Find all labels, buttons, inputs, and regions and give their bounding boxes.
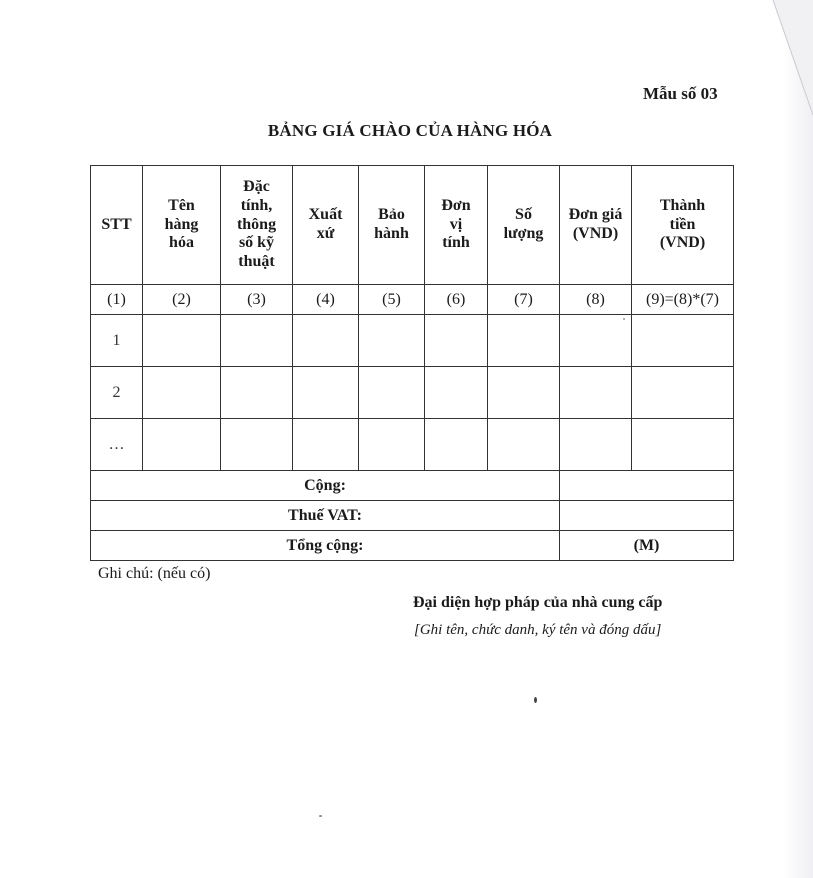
subtotal-value xyxy=(560,471,734,501)
empty-cell xyxy=(425,419,488,471)
empty-cell xyxy=(425,367,488,419)
empty-cell xyxy=(359,367,425,419)
table-row xyxy=(91,367,734,419)
empty-cell xyxy=(293,315,359,367)
ink-speck xyxy=(534,697,537,703)
empty-cell xyxy=(359,315,425,367)
empty-cell xyxy=(221,315,293,367)
row-number: 1 xyxy=(91,315,143,367)
column-number-cell: (5) xyxy=(359,285,425,315)
empty-cell xyxy=(632,419,734,471)
header-cell: Đặc tính, thông số kỹ thuật xyxy=(221,166,293,285)
ink-speck xyxy=(319,815,322,817)
empty-cell xyxy=(488,419,560,471)
header-cell: Bảo hành xyxy=(359,166,425,285)
empty-cell xyxy=(359,419,425,471)
header-cell: Thành tiền (VND) xyxy=(632,166,734,285)
form-number: Mẫu số 03 xyxy=(643,84,718,103)
column-number-cell: (6) xyxy=(425,285,488,315)
empty-cell xyxy=(560,419,632,471)
subtotal-row xyxy=(91,471,734,501)
empty-cell xyxy=(488,367,560,419)
note-text: Ghi chú: (nếu có) xyxy=(98,565,211,582)
header-row xyxy=(91,166,734,285)
empty-cell xyxy=(221,419,293,471)
vat-label: Thuế VAT: xyxy=(91,501,560,531)
vat-row xyxy=(91,501,734,531)
column-number-cell: (3) xyxy=(221,285,293,315)
column-number-cell: (4) xyxy=(293,285,359,315)
empty-cell xyxy=(560,315,632,367)
empty-cell xyxy=(560,367,632,419)
column-number-cell: (2) xyxy=(143,285,221,315)
empty-cell xyxy=(488,315,560,367)
header-cell: Số lượng xyxy=(488,166,560,285)
empty-cell xyxy=(293,419,359,471)
grand-total-row xyxy=(91,531,734,561)
table-row xyxy=(91,419,734,471)
header-cell: Tên hàng hóa xyxy=(143,166,221,285)
empty-cell xyxy=(143,315,221,367)
column-number-cell: (9)=(8)*(7) xyxy=(632,285,734,315)
column-number-cell: (1) xyxy=(91,285,143,315)
header-cell: STT xyxy=(91,166,143,285)
header-cell: Xuất xứ xyxy=(293,166,359,285)
column-number-row xyxy=(91,285,734,315)
empty-cell xyxy=(632,367,734,419)
row-number: 2 xyxy=(91,367,143,419)
grand-total-value: (M) xyxy=(560,531,734,561)
empty-cell xyxy=(221,367,293,419)
empty-cell xyxy=(143,367,221,419)
header-cell: Đơn vị tính xyxy=(425,166,488,285)
empty-cell xyxy=(143,419,221,471)
header-cell: Đơn giá (VND) xyxy=(560,166,632,285)
empty-cell xyxy=(425,315,488,367)
representative-title: Đại diện hợp pháp của nhà cung cấp xyxy=(413,594,663,611)
row-number: … xyxy=(91,419,143,471)
vat-value xyxy=(560,501,734,531)
ink-speck xyxy=(623,318,625,320)
column-number-cell: (7) xyxy=(488,285,560,315)
price-quote-table xyxy=(90,165,734,561)
empty-cell xyxy=(293,367,359,419)
grand-total-label: Tổng cộng: xyxy=(91,531,560,561)
folded-corner-edge xyxy=(723,0,813,120)
document-title: BẢNG GIÁ CHÀO CỦA HÀNG HÓA xyxy=(267,121,553,140)
representative-instruction: [Ghi tên, chức danh, ký tên và đóng dấu] xyxy=(414,622,662,638)
table-row xyxy=(91,315,734,367)
empty-cell xyxy=(632,315,734,367)
column-number-cell: (8) xyxy=(560,285,632,315)
subtotal-label: Cộng: xyxy=(91,471,560,501)
